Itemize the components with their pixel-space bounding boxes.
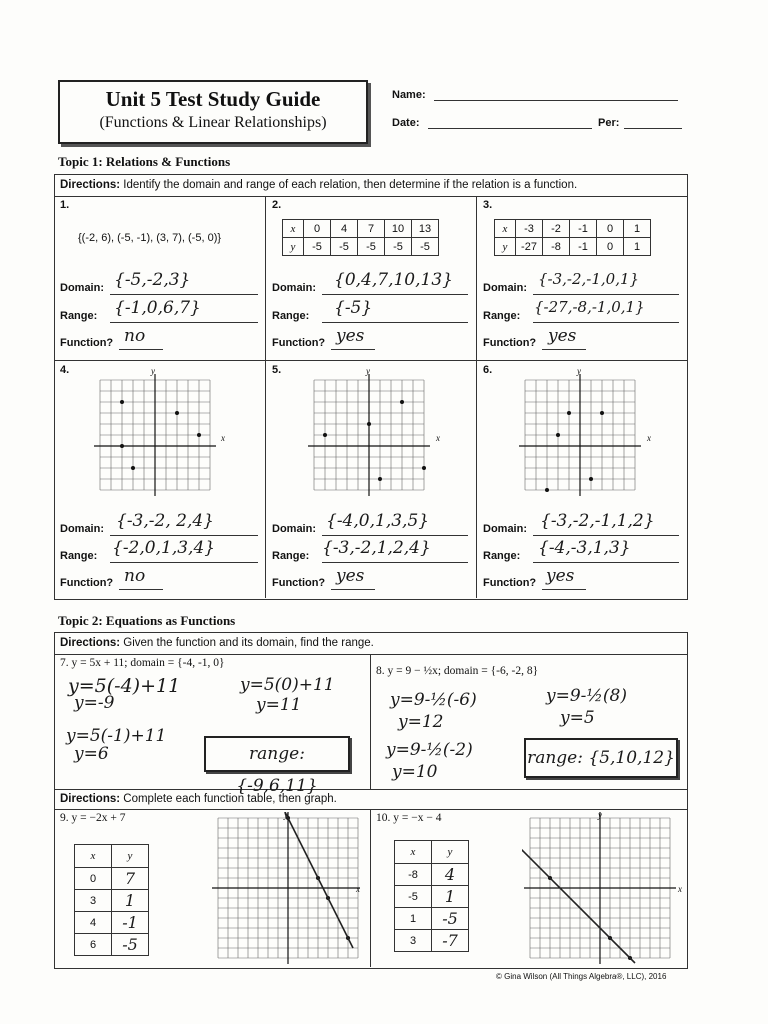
- function-label: Function?: [272, 337, 326, 349]
- work-line: y=6: [74, 744, 109, 764]
- y-axis-label: y: [151, 366, 155, 376]
- problem-number: 2.: [272, 199, 282, 211]
- domain-answer: {-3,-2, 2,4}: [116, 511, 214, 531]
- topic2-directions: Directions: Given the function and its domain, find the range.: [60, 637, 374, 649]
- plotted-point: [131, 466, 135, 470]
- coordinate-grid: [522, 812, 682, 966]
- plotted-point: [323, 433, 327, 437]
- range-answer: {-27,-8,-1,0,1}: [534, 298, 645, 316]
- plotted-point: [120, 444, 124, 448]
- domain-answer: {0,4,7,10,13}: [334, 270, 453, 290]
- function-label: Function?: [60, 577, 114, 589]
- problem-8-prompt: 8. y = 9 − ½x; domain = {-6, -2, 8}: [376, 665, 539, 677]
- topic1-directions: Directions: Identify the domain and range of each relation, then determine if the relation is a function.: [60, 179, 578, 191]
- y-axis-label: y: [598, 810, 602, 820]
- range-line[interactable]: [322, 322, 468, 323]
- range-label: Range:: [60, 550, 98, 562]
- plotted-point: [567, 411, 571, 415]
- problem-number: 6.: [483, 364, 493, 376]
- copyright-footer: © Gina Wilson (All Things Algebra®, LLC), 2016: [496, 972, 667, 981]
- name-line[interactable]: [434, 100, 678, 101]
- page-title: Unit 5 Test Study Guide: [105, 87, 321, 111]
- work-line: y=5(-4)+11: [68, 675, 181, 697]
- function-line[interactable]: [542, 349, 586, 350]
- x-axis-label: x: [221, 433, 225, 443]
- plotted-point: [197, 433, 201, 437]
- domain-answer: {-3,-2,-1,0,1}: [538, 270, 640, 288]
- function-table: x y 0 7 3 1 4 -1 6 -5: [74, 844, 149, 956]
- range-label: Range:: [272, 310, 310, 322]
- domain-answer: {-3,-2,-1,1,2}: [540, 511, 655, 531]
- range-line[interactable]: [533, 562, 679, 563]
- divider: [265, 196, 266, 598]
- divider: [370, 654, 371, 789]
- domain-label: Domain:: [272, 523, 316, 535]
- plotted-point: [422, 466, 426, 470]
- work-line: y=10: [392, 762, 438, 782]
- domain-label: Domain:: [483, 523, 527, 535]
- graph-line: [522, 843, 635, 963]
- problem-number: 5.: [272, 364, 282, 376]
- topic1-heading: Topic 1: Relations & Functions: [58, 154, 231, 169]
- function-line[interactable]: [119, 349, 163, 350]
- plotted-point: [400, 400, 404, 404]
- plotted-point: [378, 477, 382, 481]
- y-axis-label: y: [366, 366, 370, 376]
- function-answer: yes: [548, 326, 577, 346]
- plotted-point: [545, 488, 549, 492]
- date-label: Date:: [392, 117, 420, 129]
- coordinate-grid: [300, 368, 450, 508]
- function-line[interactable]: [331, 589, 375, 590]
- x-axis-label: x: [436, 433, 440, 443]
- work-line: y=9-½(-2): [386, 740, 473, 760]
- y-axis-label: y: [577, 366, 581, 376]
- domain-line[interactable]: [110, 535, 258, 536]
- page-subtitle: (Functions & Linear Relationships): [99, 114, 327, 131]
- per-line[interactable]: [624, 128, 682, 129]
- domain-line[interactable]: [322, 294, 468, 295]
- per-label: Per:: [598, 117, 620, 129]
- date-line[interactable]: [428, 128, 592, 129]
- topic2-directions-2: Directions: Complete each function table, then graph.: [60, 793, 337, 805]
- domain-answer: {-5,-2,3}: [114, 270, 191, 290]
- problem-number: 1.: [60, 199, 70, 211]
- domain-line[interactable]: [110, 294, 258, 295]
- range-label: Range:: [483, 550, 521, 562]
- domain-line[interactable]: [322, 535, 468, 536]
- divider: [54, 196, 687, 197]
- range-label: Range:: [272, 550, 310, 562]
- domain-label: Domain:: [60, 282, 104, 294]
- problem-number: 3.: [483, 199, 493, 211]
- x-axis-label: x: [356, 884, 360, 894]
- plotted-point: [556, 433, 560, 437]
- range-label: Range:: [483, 310, 521, 322]
- work-line: y=-9: [74, 693, 115, 713]
- plotted-point: [175, 411, 179, 415]
- function-answer: yes: [336, 326, 365, 346]
- work-line: y=5: [560, 708, 595, 728]
- relation-set: {(-2, 6), (-5, -1), (3, 7), (-5, 0)}: [78, 232, 222, 244]
- problem-9-prompt: 9. y = −2x + 7: [60, 812, 126, 824]
- problem-7-prompt: 7. y = 5x + 11; domain = {-4, -1, 0}: [60, 657, 225, 669]
- domain-line[interactable]: [533, 535, 679, 536]
- work-line: y=11: [256, 695, 302, 715]
- plotted-point: [367, 422, 371, 426]
- function-table: x y -8 4 -5 1 1 -5 3 -7: [394, 840, 469, 952]
- function-label: Function?: [483, 577, 537, 589]
- relation-table: x 0 4 7 10 13 y -5 -5 -5 -5 -5: [282, 219, 439, 256]
- range-answer-box: range: {-9,6,11}: [204, 736, 350, 772]
- domain-line[interactable]: [533, 294, 679, 295]
- plotted-point: [600, 411, 604, 415]
- domain-label: Domain:: [483, 282, 527, 294]
- title-box: [58, 80, 368, 144]
- range-answer-box: range: {5,10,12}: [524, 738, 678, 778]
- function-answer: no: [124, 566, 146, 586]
- y-axis-label: y: [284, 810, 288, 820]
- plotted-point: [120, 400, 124, 404]
- function-answer: no: [124, 326, 146, 346]
- function-label: Function?: [60, 337, 114, 349]
- domain-label: Domain:: [272, 282, 316, 294]
- divider: [476, 196, 477, 598]
- function-answer: yes: [546, 566, 575, 586]
- range-answer: {-5}: [334, 298, 373, 318]
- coordinate-grid: [210, 812, 360, 966]
- relation-table: x -3 -2 -1 0 1 y -27 -8 -1 0 1: [494, 219, 651, 256]
- work-line: y=9-½(8): [546, 686, 627, 706]
- x-axis-label: x: [647, 433, 651, 443]
- range-line[interactable]: [322, 562, 468, 563]
- problem-number: 4.: [60, 364, 70, 376]
- topic2-heading: Topic 2: Equations as Functions: [58, 613, 236, 628]
- range-line[interactable]: [110, 562, 258, 563]
- x-axis-label: x: [678, 884, 682, 894]
- range-label: Range:: [60, 310, 98, 322]
- function-line[interactable]: [331, 349, 375, 350]
- name-label: Name:: [392, 89, 426, 101]
- function-label: Function?: [483, 337, 537, 349]
- function-line[interactable]: [119, 589, 163, 590]
- plotted-point: [589, 477, 593, 481]
- divider: [54, 360, 687, 361]
- domain-answer: {-4,0,1,3,5}: [326, 511, 430, 531]
- work-line: y=9-½(-6): [390, 690, 477, 710]
- range-answer: {-1,0,6,7}: [114, 298, 201, 318]
- divider: [54, 789, 687, 790]
- range-answer: {-3,-2,1,2,4}: [322, 538, 431, 558]
- function-answer: yes: [336, 566, 365, 586]
- range-answer: {-2,0,1,3,4}: [112, 538, 216, 558]
- work-line: y=5(0)+11: [240, 675, 335, 695]
- coordinate-grid: [511, 368, 661, 508]
- function-line[interactable]: [542, 589, 586, 590]
- work-line: y=12: [398, 712, 444, 732]
- range-line[interactable]: [110, 322, 258, 323]
- coordinate-grid: [90, 368, 230, 508]
- range-answer: {-4,-3,1,3}: [538, 538, 631, 558]
- problem-10-prompt: 10. y = −x − 4: [376, 812, 442, 824]
- work-line: y=5(-1)+11: [66, 726, 167, 746]
- domain-label: Domain:: [60, 523, 104, 535]
- range-line[interactable]: [533, 322, 679, 323]
- divider: [370, 809, 371, 967]
- function-label: Function?: [272, 577, 326, 589]
